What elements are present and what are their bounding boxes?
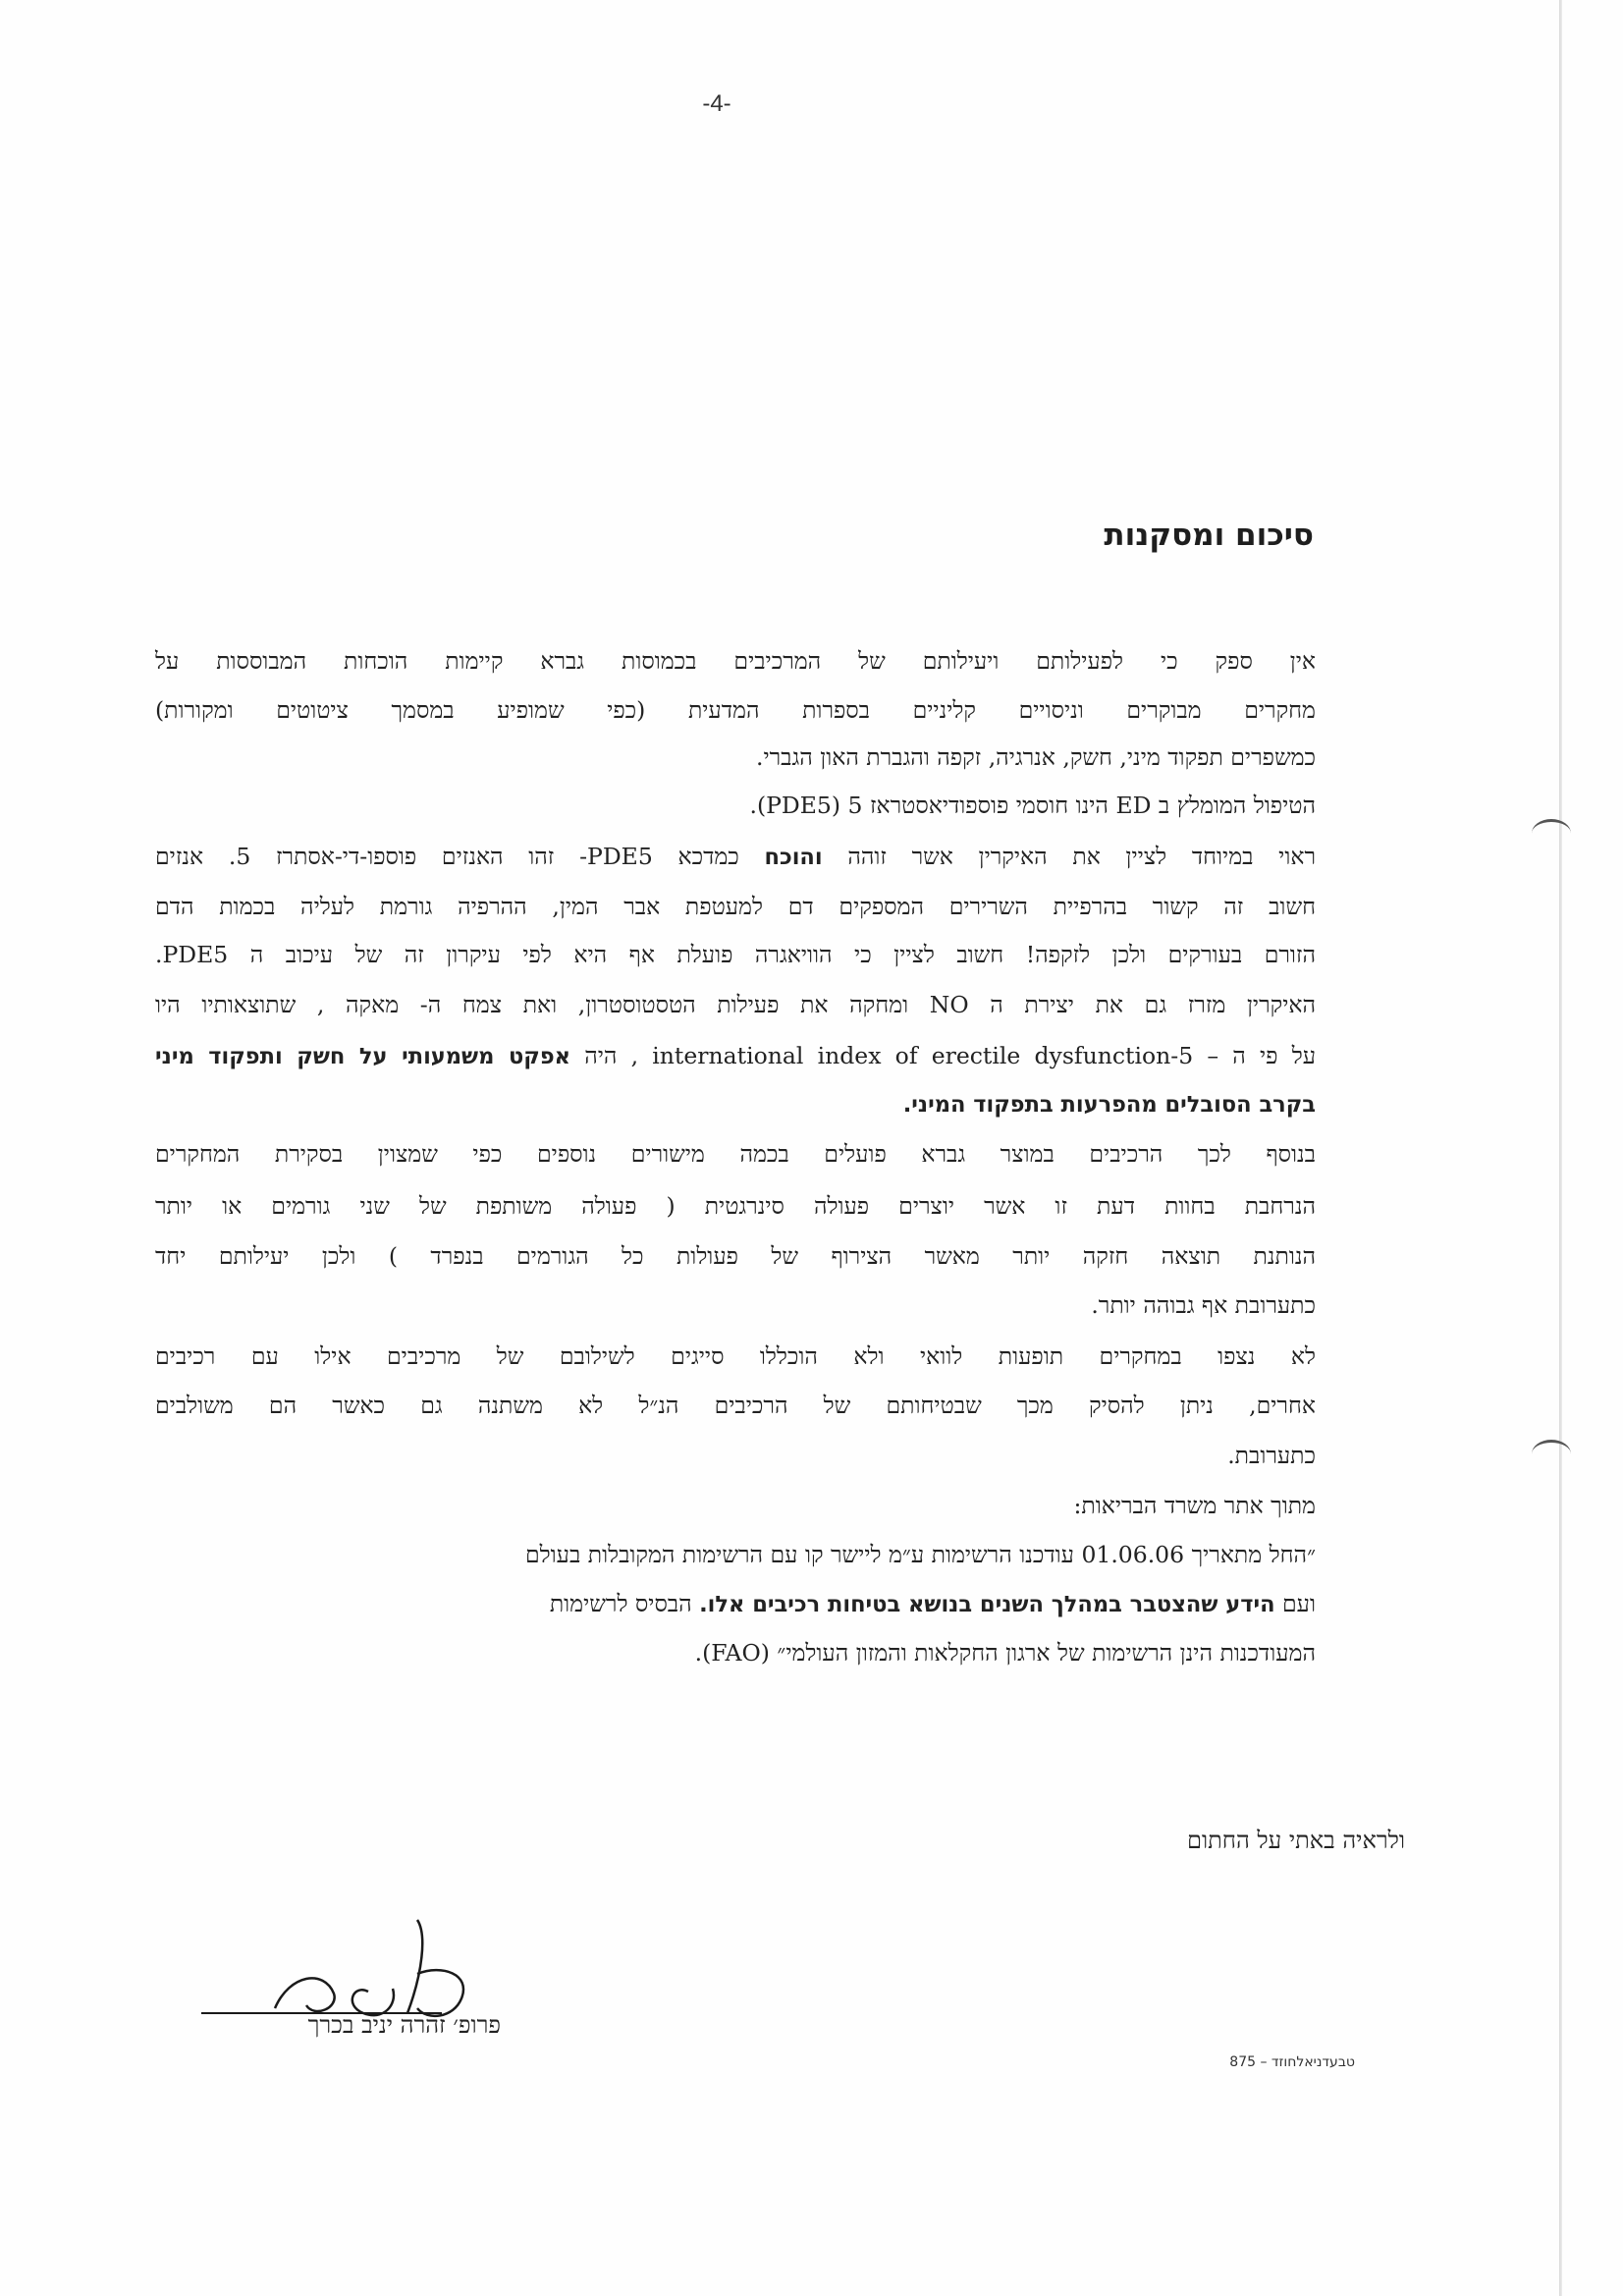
page-number: -4- [702,90,731,117]
text-line [1091,1290,1316,1320]
text-run: בנוסף לכך הרכיבים במוצר גברא פועלים בכמה מישורים נוספים כפי שמצוין בסקירת המחקרים [155,1140,1316,1168]
bold-text-run: הידע שהצטבר במהלך השנים בנושא בטיחות רכיבים אלו. [699,1592,1275,1617]
bold-text-run: והוכח [764,845,823,870]
text-run: מתוך אתר משרד הבריאות: [1073,1492,1316,1519]
text-run: כמדכא PDE5- זהו האנזים פוספו-די-אסתרז 5. אנזים [155,843,765,870]
text-run: ראוי במיוחד לציין את האיקרין אשר זוהה [822,843,1316,870]
text-line [155,1391,1316,1420]
text-run: הנותנת תוצאה חזקה יותר מאשר הצירוף של פעולות כל הגורמים בנפרד ) ולכן יעילותם יחד [155,1242,1316,1270]
bold-text-run: בקרב הסובלים מהפרעות בתפקוד המיני. [902,1092,1316,1118]
punch-mark [1532,819,1571,847]
text-line [550,1589,1316,1619]
text-line [155,695,1316,725]
text-run: חשוב זה קשור בהרפיית השרירים המספקים דם למעטפת אבר המין, ההרפיה גורמת לעליה בכמות הדם [155,893,1316,920]
bold-text-run: אפקט משמעותי על חשק ותפקוד מיני [155,1044,570,1069]
text-line [155,646,1316,676]
text-line [155,1041,1316,1071]
text-line [756,742,1316,772]
text-run: מחקרים מבוקרים וניסויים קליניים בספרות המדעית (כפי שמופיע במסמך ציטוטים ומקורות) [155,696,1316,724]
text-run: אין ספק כי לפעילותם ויעילותם של המרכיבים בכמוסות גברא קיימות הוכחות המבוססות על [155,647,1316,675]
sign-off: ולראיה באתי על החתום [1186,1827,1405,1854]
scan-edge [1559,0,1562,2296]
text-line [155,1341,1316,1371]
text-line [155,990,1316,1019]
text-run: הנרחבת בחוות דעת זו אשר יוצרים פעולה סינרגטית ( פעולה משותפת של שני גורמים או יותר [155,1192,1316,1220]
footer-code: טבעדניאלחוזד – 875 [1229,2054,1355,2070]
text-line [1073,1491,1316,1520]
text-line [155,842,1316,872]
section-heading: סיכום ומסקנות [1104,518,1314,553]
text-run: ״החל מתאריך 01.06.06 עודכנו הרשימות ע״מ ליישר קו עם הרשימות המקובלות בעולם [524,1541,1316,1568]
text-run: הבסיס לרשימות [549,1590,700,1617]
text-line [155,1241,1316,1271]
text-run: ועם [1274,1590,1316,1617]
text-run: על פי ה – international index of erectile dysfunction-5 , היה [570,1042,1316,1069]
text-line [695,1638,1316,1667]
punch-mark [1532,1440,1571,1468]
text-line [155,1139,1316,1169]
text-run: כתערובת אף גבוהה יותר. [1091,1291,1316,1319]
text-run: כמשפרים תפקוד מיני, חשק, אנרגיה, זקפה והגברת האון הגברי. [755,743,1316,771]
text-run: הטיפול המומלץ ב ED הינו חוסמי פוספודיאסטראז 5 (PDE5). [749,792,1316,819]
text-run: לא נצפו במחקרים תופעות לוואי ולא הוכללו סייגים לשילובם של מרכיבים אילו עם רכיבים [155,1342,1316,1370]
text-line [155,892,1316,921]
text-run: כתערובת. [1227,1442,1316,1469]
text-run: האיקרין מזרז גם את יצירת ה NO ומחקה את פעילות הטסטוסטרון, ואת צמח ה- מאקה , שתוצאותיו היו [155,991,1316,1018]
text-line [155,1191,1316,1221]
signer-name: פרופ׳ זהרה יניב בכרך [307,2011,501,2039]
text-line [155,940,1316,969]
text-line [903,1089,1316,1120]
text-line [525,1540,1316,1569]
text-line [1227,1441,1316,1470]
text-run: הזורם בעורקים ולכן לזקפה! חשוב לציין כי הוויאגרה פועלת אף היא לפי עיקרון זה של עיכוב ה PDE5. [155,941,1316,968]
text-run: אחרים, ניתן להסיק מכך שבטיחותם של הרכיבים הנ״ל לא משתנה גם כאשר הם משולבים [155,1392,1316,1419]
text-line [749,791,1316,820]
text-run: המעודכנות הינן הרשימות של ארגון החקלאות והמזון העולמי״ (FAO). [694,1639,1316,1667]
